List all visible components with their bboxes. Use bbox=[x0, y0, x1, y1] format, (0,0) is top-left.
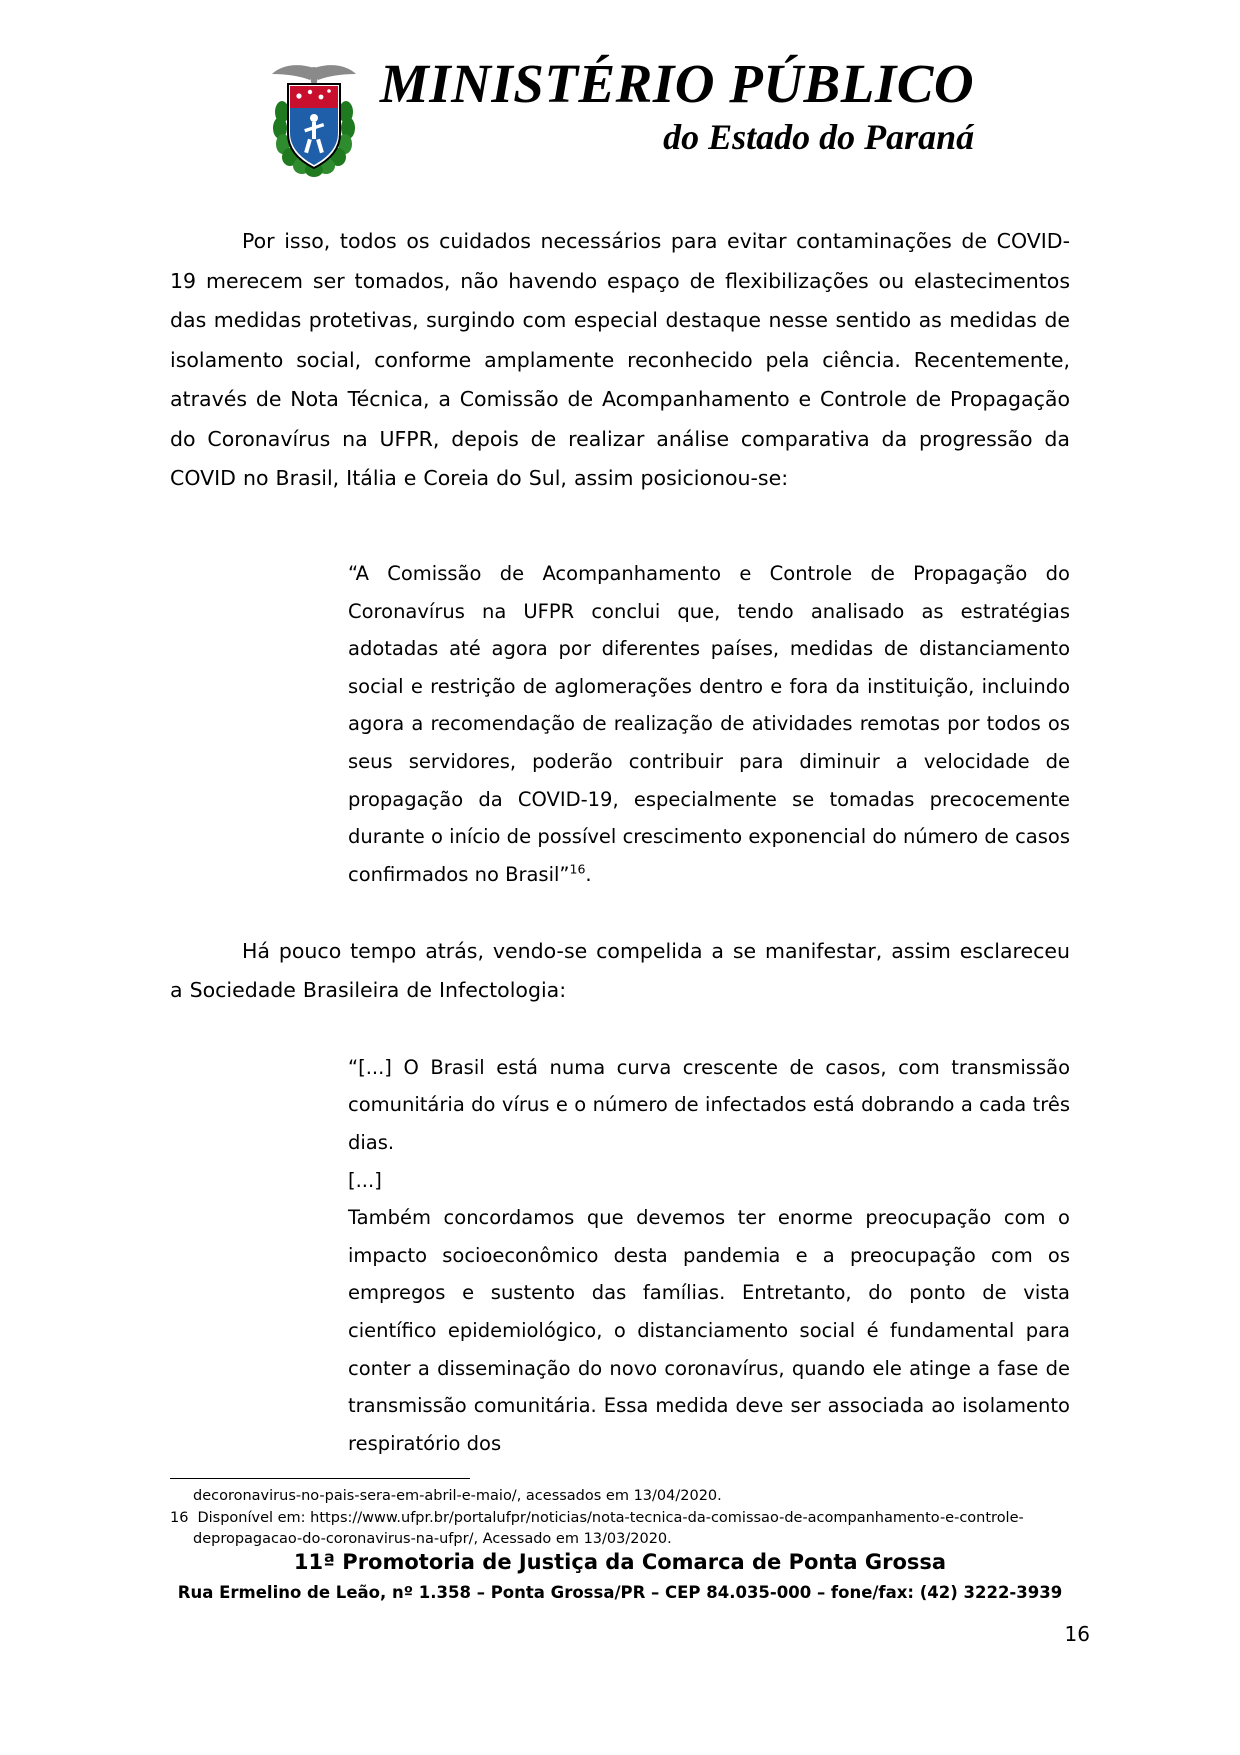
footnote-16-line-2: depropagacao-do-coronavirus-na-ufpr/, Acessado em 13/03/2020. bbox=[193, 1531, 672, 1548]
brasao-parana-coat-of-arms-icon bbox=[266, 56, 362, 184]
page-number: 16 bbox=[1064, 1622, 1090, 1646]
header-text-block bbox=[380, 52, 974, 158]
document-header bbox=[0, 0, 1240, 180]
blockquote-sbi-part-2: [...] bbox=[348, 1168, 382, 1192]
paragraph-2: Há pouco tempo atrás, vendo-se compelida a se manifestar, assim esclareceu a Sociedade Brasileira de Infectologia: bbox=[170, 938, 1070, 1003]
footnote-continued-text: decoronavirus-no-pais-sera-em-abril-e-maio/, acessados em 13/04/2020. bbox=[193, 1488, 722, 1504]
paragraph-1: Por isso, todos os cuidados necessários para evitar contaminações de COVID-19 merecem ser tomados, não havendo espaço de flexibilizações ou elastecimentos das medidas protetivas, surgindo com especial destaque nesse sentido as medidas de isolamento social, conforme amplamente reconhecido pela ciência. Recentemente, através de Nota Técnica, a Comissão de Acompanhamento e Controle de Propagação do Coronavírus na UFPR, depois de realizar análise comparativa da progressão da COVID no Brasil, Itália e Coreia do Sul, assim posicionou-se: bbox=[170, 229, 1070, 491]
footnotes-section bbox=[170, 1478, 1090, 1550]
document-footer bbox=[0, 1548, 1240, 1604]
footer-address: Rua Ermelino de Leão, nº 1.358 – Ponta Grossa/PR – CEP 84.035-000 – fone/fax: (42) 3222-3939 bbox=[177, 1583, 1063, 1603]
blockquote-ufpr-body: “A Comissão de Acompanhamento e Controle de Propagação do Coronavírus na UFPR conclui que, tendo analisado as estratégias adotadas até agora por diferentes países, medidas de distanciamento social e restrição de aglomerações dentro e fora da instituição, incluindo agora a recomendação de realização de atividades remotas por todos os seus servidores, poderão contribuir para diminuir a velocidade de propagação da COVID-19, especialmente se tomadas precocemente durante o início de possível crescimento exponencial do número de casos confirmados no Brasil” bbox=[348, 561, 1070, 886]
organization-subtitle: do Estado do Paraná bbox=[663, 117, 975, 158]
footer-office-name: 11ª Promotoria de Justiça da Comarca de Ponta Grossa bbox=[293, 1550, 947, 1574]
footnote-ref-16[interactable]: 16 bbox=[569, 861, 586, 877]
blockquote-sbi-part-3: Também concordamos que devemos ter enorme preocupação com o impacto socioeconômico desta pandemia e a preocupação com os empregos e sustento das famílias. Entretanto, do ponto de vista científico epidemiológico, o distanciamento social é fundamental para conter a disseminação do novo coronavírus, quando ele atinge a fase de transmissão comunitária. Essa medida deve ser associada ao isolamento respiratório dos bbox=[348, 1206, 1070, 1455]
footnote-16-line-1[interactable]: Disponível em: https://www.ufpr.br/portalufpr/noticias/nota-tecnica-da-comissao-de-acompanhamento-e-controle- bbox=[197, 1509, 1024, 1526]
blockquote-sbi bbox=[170, 1049, 1070, 1463]
footnote-16-number: 16 bbox=[170, 1509, 189, 1526]
blockquote-sbi-part-1: “[...] O Brasil está numa curva crescente de casos, com transmissão comunitária do vírus e o número de infectados está dobrando a cada três dias. bbox=[348, 1055, 1070, 1154]
footnote-continued bbox=[170, 1486, 1090, 1507]
organization-title: MINISTÉRIO PÚBLICO bbox=[379, 53, 975, 114]
blockquote-ufpr-text bbox=[348, 555, 1070, 894]
document-content bbox=[0, 222, 1240, 1463]
footnote-separator-rule bbox=[170, 1478, 470, 1479]
blockquote-ufpr bbox=[170, 555, 1070, 894]
blockquote-ufpr-tail: . bbox=[585, 862, 592, 886]
footnote-16 bbox=[170, 1508, 1090, 1529]
footnote-continued-spacer bbox=[170, 1486, 184, 1507]
